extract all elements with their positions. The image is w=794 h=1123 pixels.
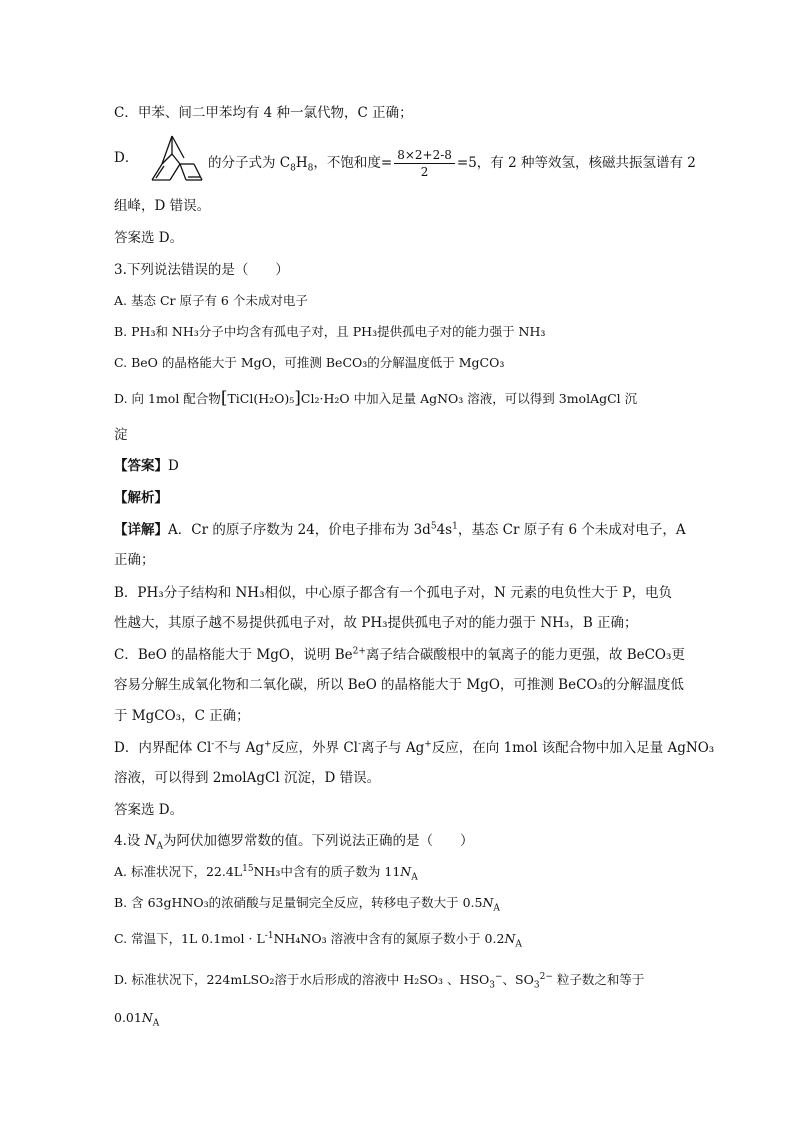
explain-b-cont: 性越大，其原子越不易提供孤电子对，故 PH₃提供孤电子对的能力强于 NH₃，B 正确；	[114, 615, 638, 631]
explain-c-cont2: 于 MgCO₃，C 正确；	[114, 708, 250, 724]
unsaturation-fraction: $\frac{8\times 2+2-8}{2}$	[394, 148, 455, 179]
option-d-prev: D．	[114, 150, 139, 166]
q4-option-d-cont: $0.01N_A$	[114, 1010, 160, 1029]
q3-option-d-cont: 淀	[114, 427, 128, 443]
norbornadiene-structure-image	[142, 130, 208, 186]
answer-line: 【答案】D	[114, 458, 179, 474]
question-4-stem: 4.设 $N_A$为阿伏加德罗常数的值。下列说法正确的是（ ）	[114, 833, 474, 852]
explain-a: 【详解】A．Cr 的原子序数为 24，价电子排布为 $3d^54s^1$，基态 Cr 原子有 6 个未成对电子，A	[114, 521, 686, 538]
option-c-prev: C．甲苯、间二甲苯均有 4 种一氯代物，C 正确；	[114, 105, 413, 121]
q4-option-b: B. 含 63gHNO₃的浓硝酸与足量铜完全反应，转移电子数大于 $0.5N_A$	[114, 895, 500, 914]
answer-3: 答案选 D。	[114, 802, 184, 818]
q4-option-d: D. 标准状况下，224mLSO₂溶于水后形成的溶液中 H₂SO₃ 、$HSO_3^-$、$SO_3^{2-}$ 粒子数之和等于	[114, 971, 645, 991]
option-d-prev-cont: 组峰，D 错误。	[114, 198, 211, 214]
explain-c-cont1: 容易分解生成氧化物和二氧化碳，所以 BeO 的晶格能大于 MgO，可推测 BeCO₃的分解温度低	[114, 677, 684, 693]
q3-option-b: B. PH₃和 NH₃分子中均含有孤电子对，且 PH₃提供孤电子对的能力强于 NH₃	[114, 324, 546, 339]
question-3-stem: 3.下列说法错误的是（ ）	[114, 262, 289, 278]
explain-d: D．内界配体 Cl-不与 Ag+反应，外界 Cl-离子与 Ag+反应，在向 1mol 该配合物中加入足量 AgNO₃	[114, 739, 715, 756]
answer-prev: 答案选 D。	[114, 230, 184, 246]
option-d-prev-text: 的分子式为 $C_8H_8$，不饱和度= $\frac{8\times 2+2-8}{2}$ =5，有 2 种等效氢，核磁共振氢谱有 2	[208, 148, 696, 179]
q4-option-c: C. 常温下，1L $0.1mol \cdot L^{-1}NH_4NO_3$ 溶液中含有的氮原子数小于 $0.2N_A$	[114, 930, 522, 950]
analysis-heading: 【解析】	[114, 490, 168, 506]
q4-option-a: A. 标准状况下，$22.4L^{15}NH_3$中含有的质子数为 $11N_A$	[114, 863, 418, 883]
explain-a-cont: 正确；	[114, 552, 155, 568]
q3-option-d: D. 向 1mol 配合物[TiCl(H₂O)₅]Cl₂·H₂O 中加入足量 AgNO₃ 溶液，可以得到 3molAgCl 沉	[114, 388, 638, 408]
explain-b: B．PH₃分子结构和 NH₃相似，中心原子都含有一个孤电子对，N 元素的电负性大于 P，电负	[114, 585, 672, 601]
explain-c: C．BeO 的晶格能大于 MgO，说明 $Be^{2+}$离子结合碳酸根中的氧离子的能力更强，故 BeCO₃更	[114, 646, 685, 663]
q3-option-a: A. 基态 Cr 原子有 6 个未成对电子	[114, 293, 308, 308]
explain-d-cont: 溶液，可以得到 2molAgCl 沉淀，D 错误。	[114, 770, 381, 786]
q3-option-c: C. BeO 的晶格能大于 MgO，可推测 BeCO₃的分解温度低于 MgCO₃	[114, 355, 505, 370]
